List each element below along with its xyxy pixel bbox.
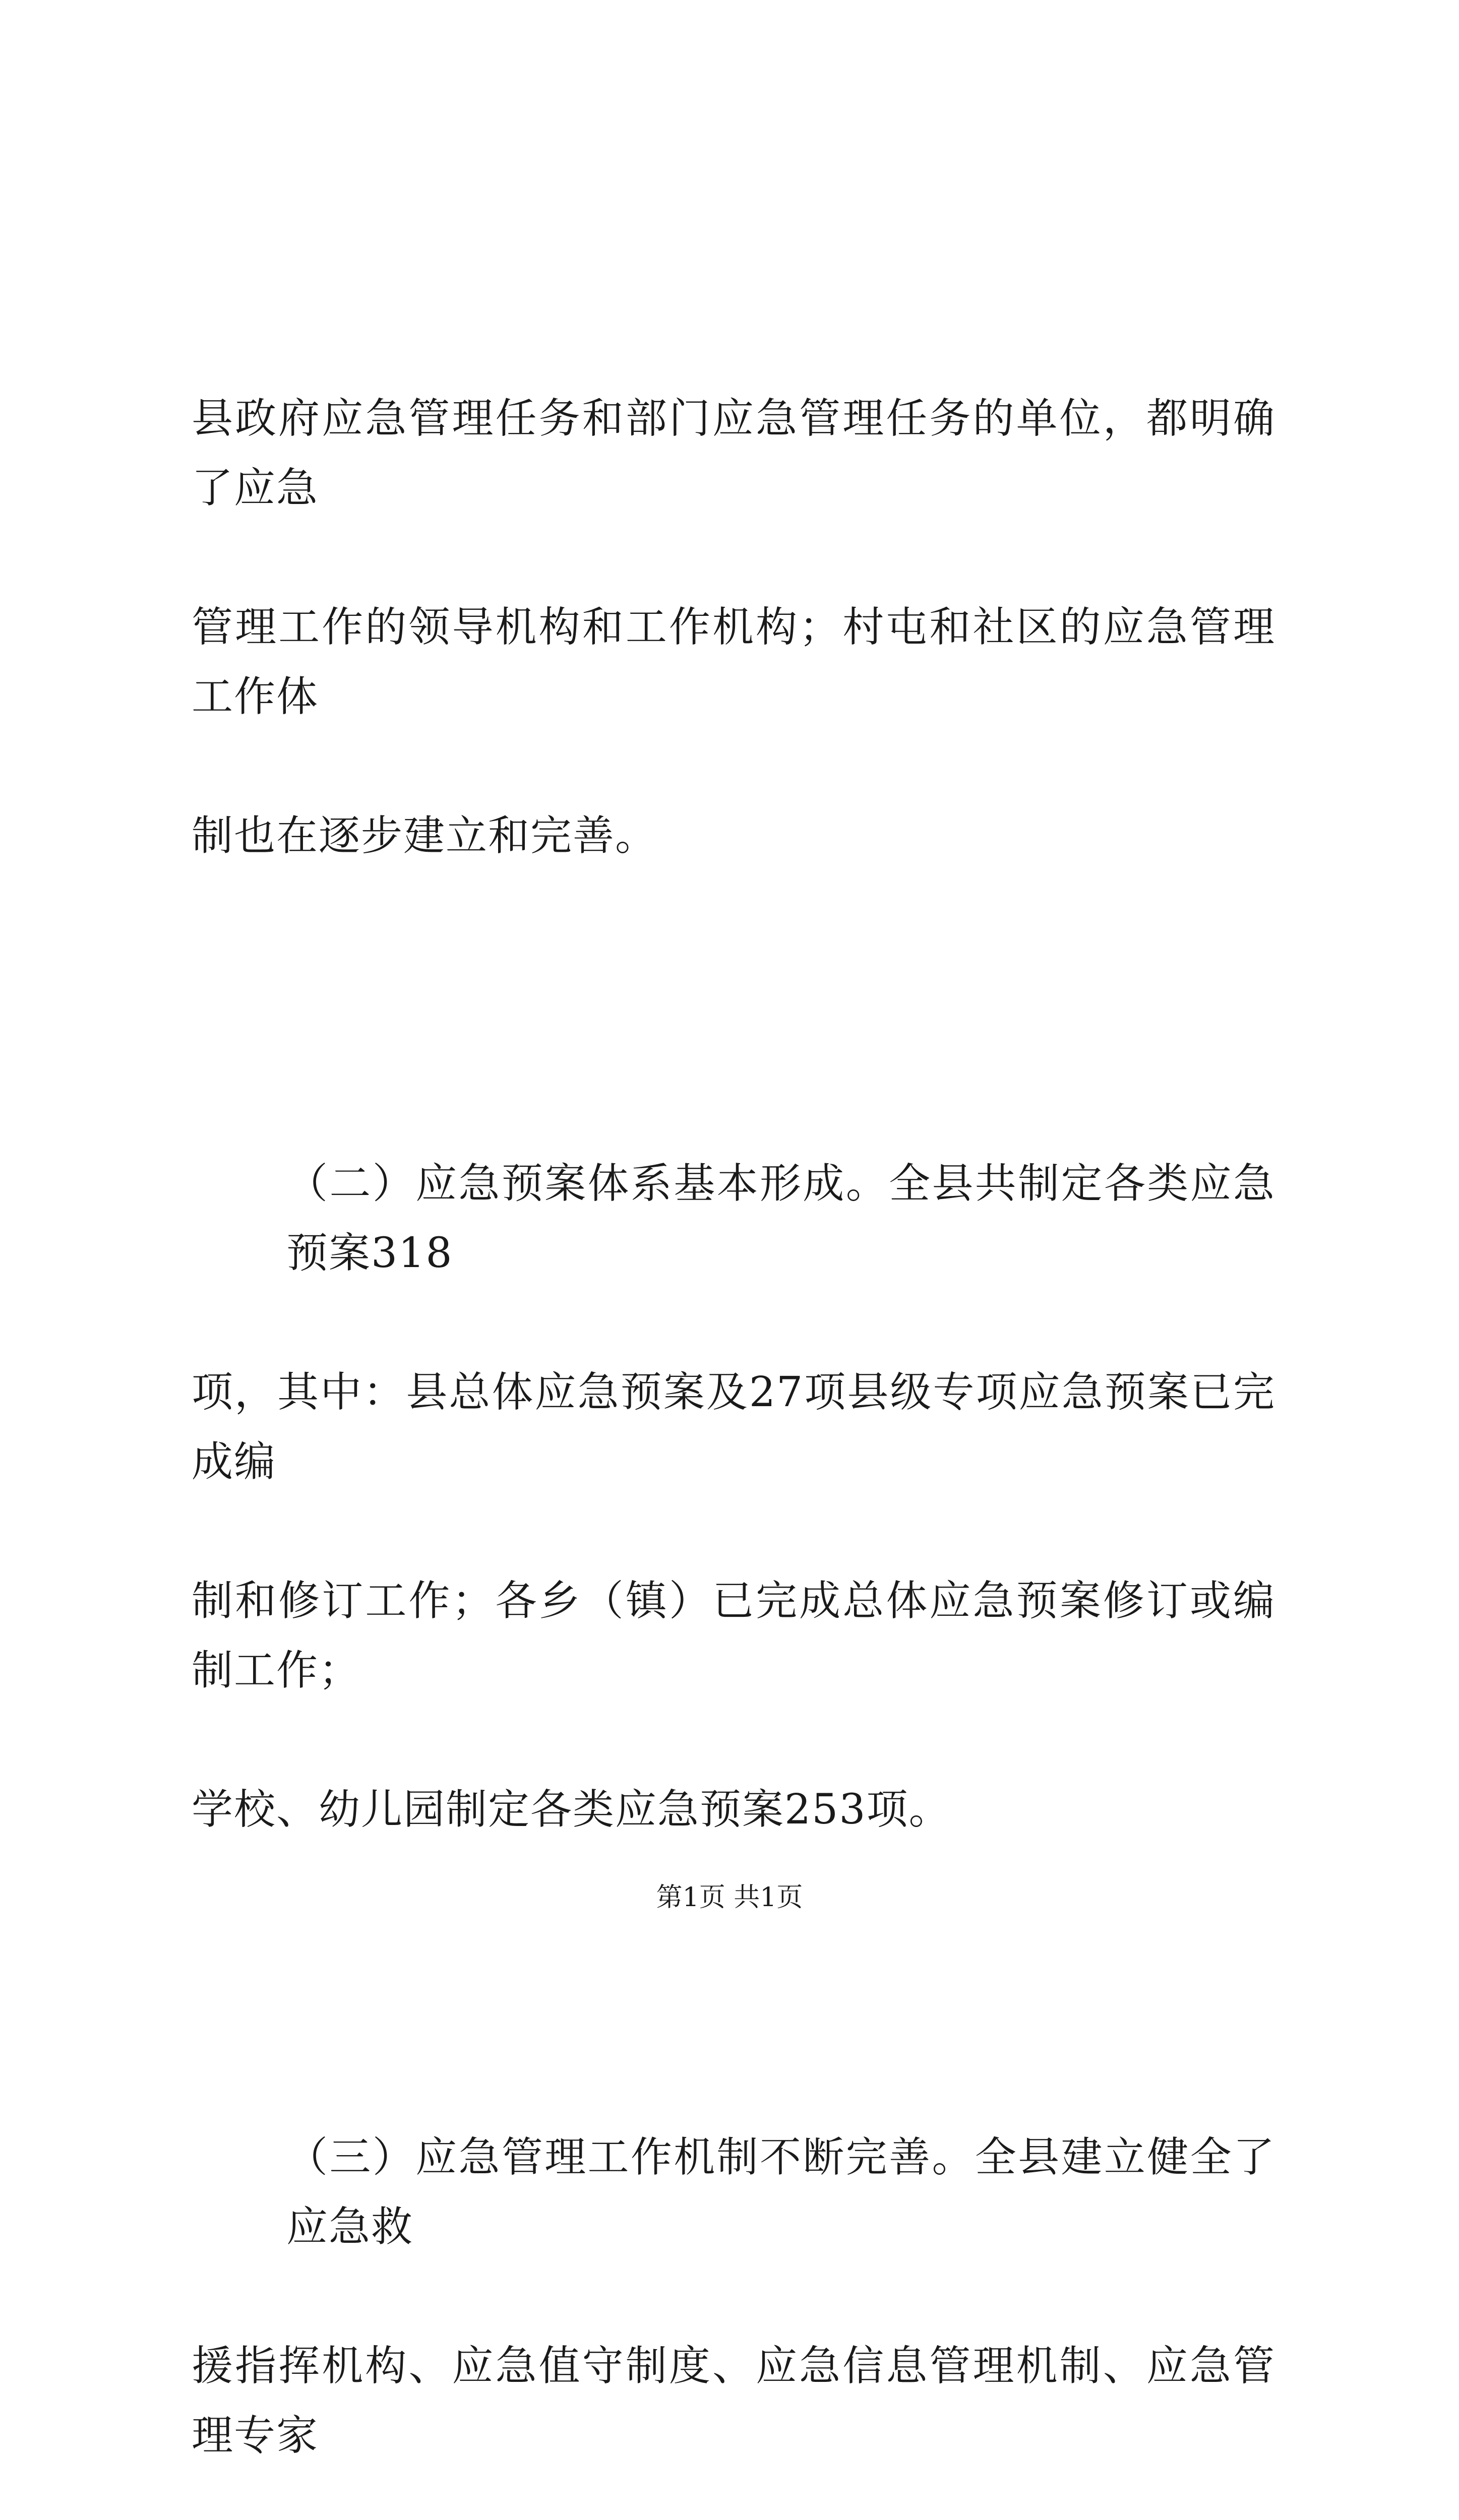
text-line: （二）应急预案体系基本形成。全县共制定各类应急预案318 <box>286 1160 1275 1277</box>
text-line: 县政府应急管理任务和部门应急管理任务的单位，都明确了应急 <box>192 395 1275 512</box>
text-line: 学校、幼儿园制定各类应急预案253项。 <box>192 1786 951 1834</box>
text-line: 管理工作的领导机构和工作机构；村屯和社区的应急管理工作体 <box>192 603 1275 721</box>
page-footer <box>0 1876 1459 1914</box>
text-line: 制和修订工作；各乡（镇）已完成总体应急预案修订或编制工作； <box>192 1577 1275 1694</box>
paragraph-3 <box>192 1984 1275 2520</box>
page-number: 第1页 共1页 <box>656 1882 803 1913</box>
text-line: 制也在逐步建立和完善。 <box>192 812 658 860</box>
paragraph-2 <box>192 1010 1275 1984</box>
paragraph-1 <box>192 245 1275 1010</box>
text-line: 项，其中：县总体应急预案及27项县级专项应急预案已完成编 <box>192 1368 1275 1486</box>
text-line: 援指挥机构、应急值守制度、应急信息管理机制、应急管理专家 <box>192 2342 1275 2460</box>
text-line: （三）应急管理工作机制不断完善。全县建立健全了应急救 <box>286 2133 1275 2251</box>
document-body <box>192 245 1275 2520</box>
